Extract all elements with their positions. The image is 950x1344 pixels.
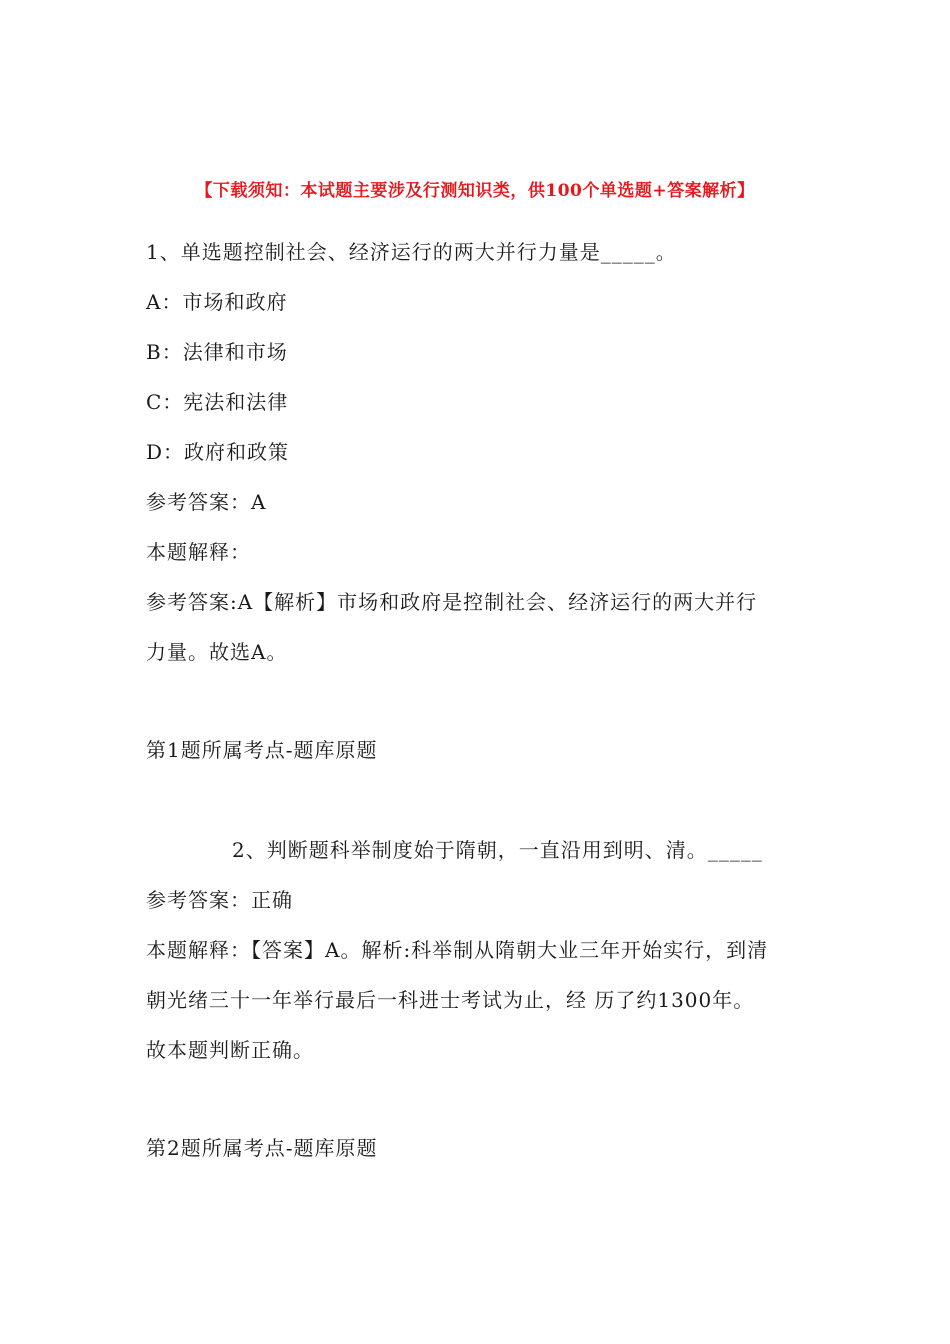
question-1-explain-line-1: 参考答案:A【解析】市场和政府是控制社会、经济运行的两大并行	[146, 590, 758, 614]
question-1-source: 第1题所属考点-题库原题	[146, 738, 378, 762]
question-2-explain-line-1: 本题解释：【答案】A。解析:科举制从隋朝大业三年开始实行，到清	[146, 938, 769, 962]
question-1-option-c: C：宪法和法律	[146, 390, 289, 414]
question-2-explain-line-2: 朝光绪三十一年举行最后一科进士考试为止，经 历了约1300年。	[146, 988, 755, 1012]
question-1-option-d: D：政府和政策	[146, 440, 290, 464]
question-1-stem: 1、单选题控制社会、经济运行的两大并行力量是_____。	[146, 240, 677, 264]
question-2-answer: 参考答案：正确	[146, 888, 293, 912]
question-1-explain-line-2: 力量。故选A。	[146, 640, 288, 664]
question-2-source: 第2题所属考点-题库原题	[146, 1136, 378, 1160]
question-1-explain-label: 本题解释：	[146, 540, 251, 564]
question-1-answer: 参考答案：A	[146, 490, 267, 514]
download-notice: 【下载须知：本试题主要涉及行测知识类，供100个单选题+答案解析】	[195, 181, 755, 201]
question-2-explain-line-3: 故本题判断正确。	[146, 1038, 314, 1062]
question-1-option-b: B：法律和市场	[146, 340, 288, 364]
question-2-stem: 2、判断题科举制度始于隋朝，一直沿用到明、清。_____	[232, 838, 763, 862]
question-1-option-a: A：市场和政府	[146, 290, 288, 314]
